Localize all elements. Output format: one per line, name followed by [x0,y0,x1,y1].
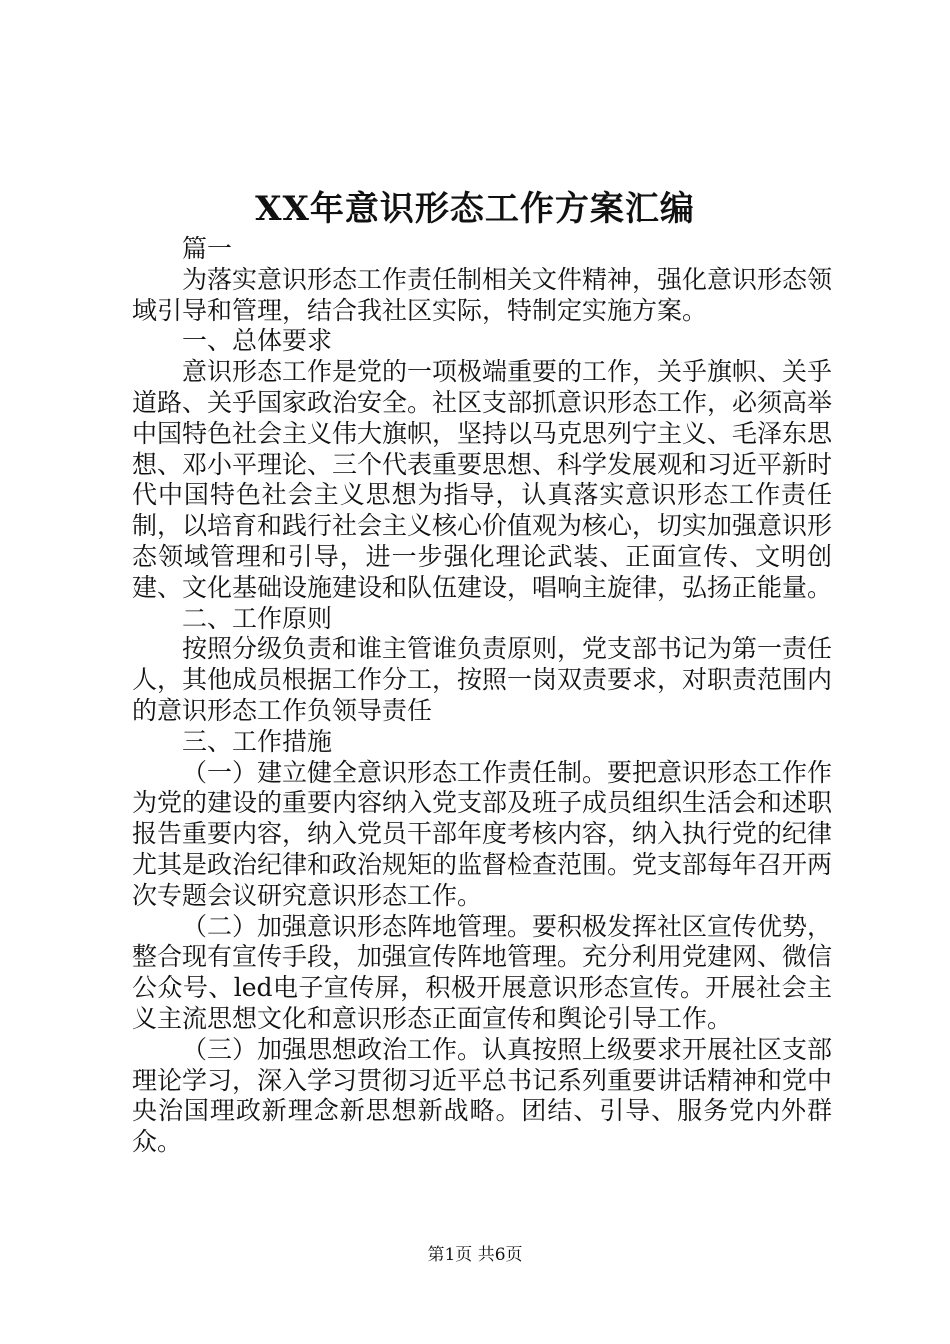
heading-general-requirements: 一、总体要求 [182,326,333,356]
paragraph-measure-1: （一）建立健全意识形态工作责任制。要把意识形态工作作为党的建设的重要内容纳入党支部及班子成员组织生活会和述职报告重要内容，纳入党员干部年度考核内容，纳入执行党的纪律尤其是政治纪律和政治规矩的监督检查范围。党支部每年召开两次专题会议研究意识形态工作。 [132,757,833,910]
document-title: XX年意识形态工作方案汇编 [255,189,695,229]
intro-paragraph: 为落实意识形态工作责任制相关文件精神，强化意识形态领域引导和管理，结合我社区实际，特制定实施方案。 [132,264,833,325]
section-label: 篇一 [182,234,233,263]
heading-work-principles: 二、工作原则 [182,603,333,633]
paragraph-measure-2: （二）加强意识形态阵地管理。要积极发挥社区宣传优势，整合现有宣传手段，加强宣传阵地管理。充分利用党建网、微信公众号、led电子宣传屏，积极开展意识形态宣传。开展社会主义主流思想文化和意识形态正面宣传和舆论引导工作。 [132,911,833,1033]
paragraph-general-requirements: 意识形态工作是党的一项极端重要的工作，关乎旗帜、关乎道路、关乎国家政治安全。社区支部抓意识形态工作，必须高举中国特色社会主义伟大旗帜，坚持以马克思列宁主义、毛泽东思想、邓小平理论、三个代表重要思想、科学发展观和习近平新时代中国特色社会主义思想为指导，认真落实意识形态工作责任制，以培育和践行社会主义核心价值观为核心，切实加强意识形态领域管理和引导，进一步强化理论武装、正面宣传、文明创建、文化基础设施建设和队伍建设，唱响主旋律，弘扬正能量。 [132,357,833,602]
document-body [132,234,832,1158]
page-number: 第1页 共6页 [427,1245,523,1265]
paragraph-work-principles: 按照分级负责和谁主管谁负责原则，党支部书记为第一责任人，其他成员根据工作分工，按照一岗双责要求，对职责范围内的意识形态工作负领导责任 [132,634,833,725]
paragraph-measure-3: （三）加强思想政治工作。认真按照上级要求开展社区支部理论学习，深入学习贯彻习近平总书记系列重要讲话精神和党中央治国理政新理念新思想新战略。团结、引导、服务党内外群众。 [132,1034,833,1157]
heading-work-measures: 三、工作措施 [182,726,333,756]
